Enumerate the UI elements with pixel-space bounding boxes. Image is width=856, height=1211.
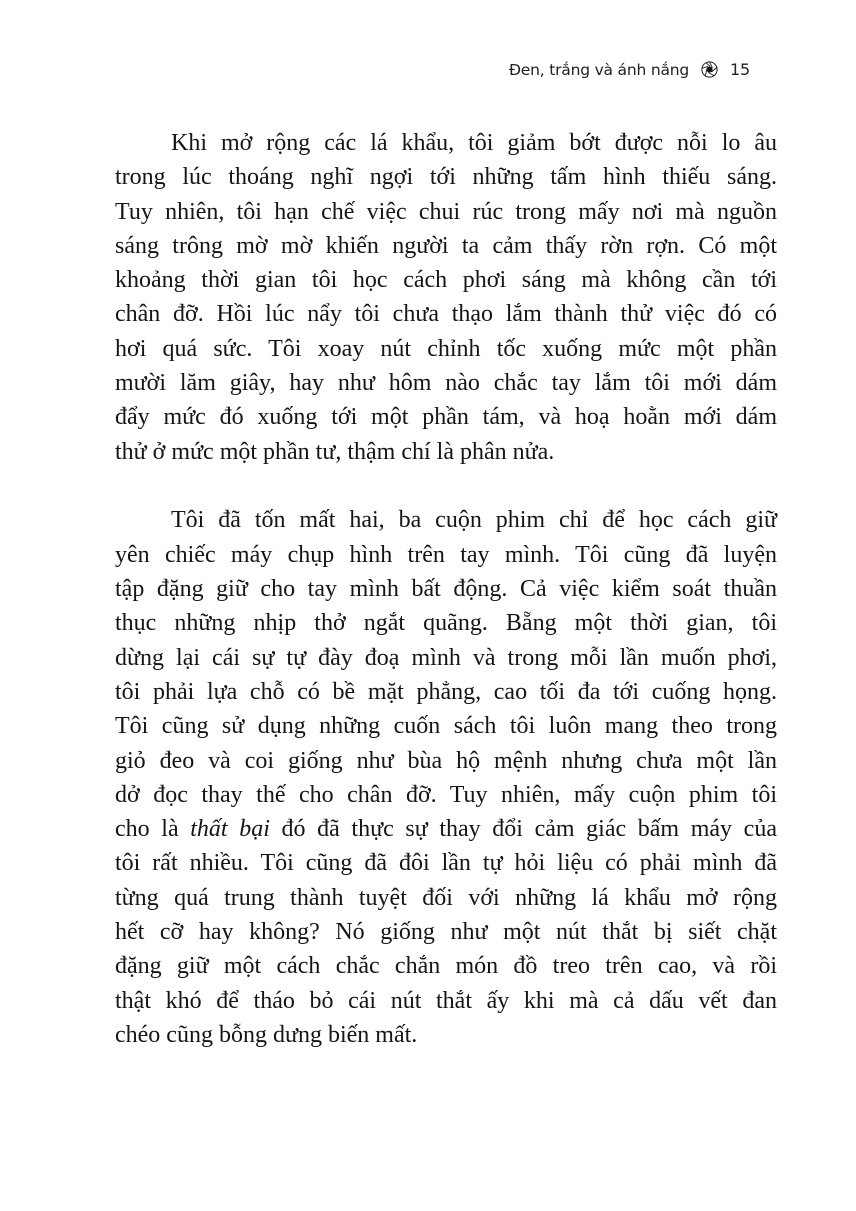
text-line: yên chiếc máy chụp hình trên tay mình. Tôi cũng đã luyện bbox=[115, 541, 777, 568]
text-line: cho là thất bại đó đã thực sự thay đổi cảm giác bấm máy của bbox=[115, 816, 777, 843]
text-line: khoảng thời gian tôi học cách phơi sáng mà không cần tới bbox=[115, 267, 777, 294]
paragraph bbox=[115, 503, 777, 1052]
italic-emphasis: thất bại bbox=[190, 816, 270, 843]
text-line: Tuy nhiên, tôi hạn chế việc chui rúc trong mấy nơi mà nguồn bbox=[115, 198, 777, 225]
text-line: Tôi cũng sử dụng những cuốn sách tôi luôn mang theo trong bbox=[115, 713, 777, 740]
text-line: Khi mở rộng các lá khẩu, tôi giảm bớt được nỗi lo âu bbox=[171, 130, 777, 156]
text-line: từng quá trung thành tuyệt đối với những lá khẩu mở rộng bbox=[115, 884, 777, 911]
text-line: hết cỡ hay không? Nó giống như một nút thắt bị siết chặt bbox=[115, 919, 777, 946]
text-line: chân đỡ. Hồi lúc nẩy tôi chưa thạo lắm thành thử việc đó có bbox=[115, 301, 777, 328]
text-line: đặng giữ một cách chắc chắn món đồ treo trên cao, và rồi bbox=[115, 953, 777, 980]
text-line: thục những nhịp thở ngắt quãng. Bẵng một thời gian, tôi bbox=[115, 610, 777, 637]
body-text bbox=[115, 126, 777, 1052]
text-line: Tôi đã tốn mất hai, ba cuộn phim chỉ để học cách giữ bbox=[171, 507, 777, 534]
text-line: sáng trông mờ mờ khiến người ta cảm thấy rờn rợn. Có một bbox=[115, 232, 777, 259]
text-line: đẩy mức đó xuống tới một phần tám, và hoạ hoằn mới dám bbox=[115, 404, 777, 431]
text-line: thử ở mức một phần tư, thậm chí là phân nửa. bbox=[115, 438, 555, 465]
running-title: Đen, trắng và ánh nắng bbox=[509, 60, 690, 79]
page-number: 15 bbox=[730, 60, 750, 79]
text-line: hơi quá sức. Tôi xoay nút chỉnh tốc xuống mức một phần bbox=[115, 335, 777, 362]
text-line: chéo cũng bỗng dưng biến mất. bbox=[115, 1021, 418, 1048]
aperture-icon bbox=[701, 61, 718, 78]
text-line: tôi rất nhiều. Tôi cũng đã đôi lần tự hỏi liệu có phải mình đã bbox=[115, 850, 777, 877]
text-line: trong lúc thoáng nghĩ ngợi tới những tấm hình thiếu sáng. bbox=[115, 164, 777, 191]
paragraph bbox=[115, 126, 777, 469]
text-line: thật khó để tháo bỏ cái nút thắt ấy khi mà cả dấu vết đan bbox=[115, 987, 777, 1014]
text-line: giỏ đeo và coi giống như bùa hộ mệnh nhưng chưa một lần bbox=[115, 747, 777, 774]
text-line: dở đọc thay thế cho chân đỡ. Tuy nhiên, mấy cuộn phim tôi bbox=[115, 781, 777, 808]
text-line: dừng lại cái sự tự đày đoạ mình và trong mỗi lần muốn phơi, bbox=[115, 644, 777, 671]
running-header bbox=[509, 60, 750, 79]
text-line: mười lăm giây, hay như hôm nào chắc tay lắm tôi mới dám bbox=[115, 370, 777, 397]
text-line: tập đặng giữ cho tay mình bất động. Cả việc kiểm soát thuần bbox=[115, 576, 777, 603]
text-line: tôi phải lựa chỗ có bề mặt phẳng, cao tối đa tới cuống họng. bbox=[115, 678, 777, 705]
